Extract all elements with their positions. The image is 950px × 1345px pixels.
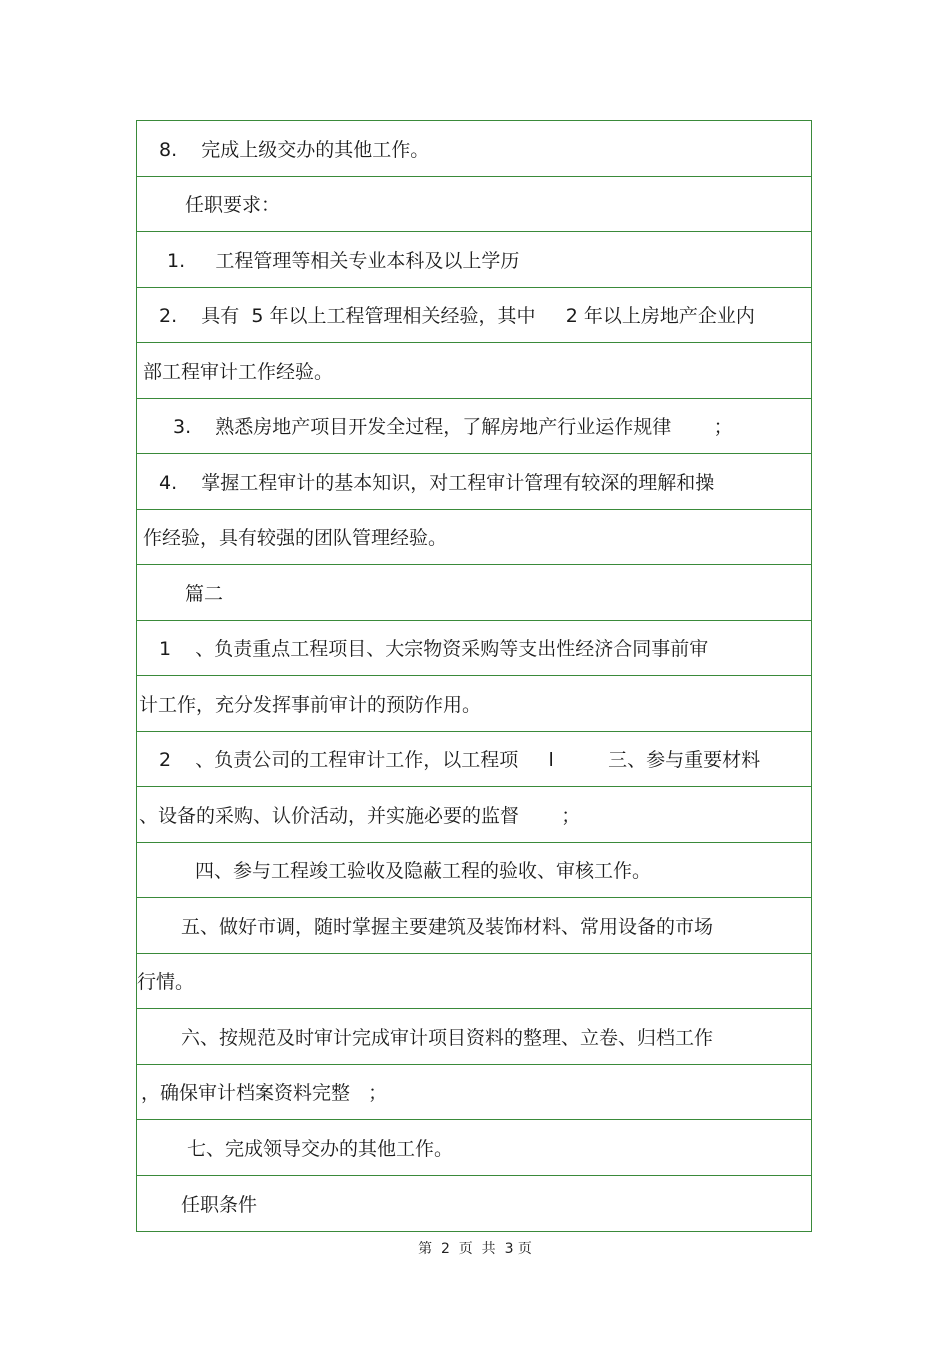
table-row: 六、按规范及时审计完成审计项目资料的整理、立卷、归档工作 — [137, 1009, 811, 1065]
table-row: 1. 工程管理等相关专业本科及以上学历 — [137, 232, 811, 288]
table-row: 五、做好市调，随时掌握主要建筑及装饰材料、常用设备的市场 — [137, 898, 811, 954]
table-row: 七、完成领导交办的其他工作。 — [137, 1120, 811, 1176]
table-row: 部工程审计工作经验。 — [137, 343, 811, 399]
table-row: 、设备的采购、认价活动，并实施必要的监督 ； — [137, 787, 811, 843]
table-row: 8. 完成上级交办的其他工作。 — [137, 121, 811, 177]
document-table — [136, 120, 812, 1232]
table-row: 1 、负责重点工程项目、大宗物资采购等支出性经济合同事前审 — [137, 621, 811, 677]
section-heading: 篇二 — [137, 565, 811, 621]
table-row: 2 、负责公司的工程审计工作，以工程项 l 三、参与重要材料 — [137, 732, 811, 788]
table-row: ，确保审计档案资料完整 ； — [137, 1065, 811, 1121]
section-heading: 任职条件 — [181, 1193, 258, 1216]
table-row: 计工作，充分发挥事前审计的预防作用。 — [137, 676, 811, 732]
page-number-footer: 第 2 页 共 3 页 — [418, 1241, 532, 1257]
table-row: 4. 掌握工程审计的基本知识，对工程审计管理有较深的理解和操 — [137, 454, 811, 510]
table-row: 3. 熟悉房地产项目开发全过程，了解房地产行业运作规律 ； — [137, 399, 811, 455]
table-row: 行情。 — [137, 954, 811, 1010]
table-row: 四、参与工程竣工验收及隐蔽工程的验收、审核工作。 — [137, 843, 811, 899]
table-row: 作经验，具有较强的团队管理经验。 — [137, 510, 811, 566]
table-row: 2. 具有 5 年以上工程管理相关经验，其中 2 年以上房地产企业内 — [137, 288, 811, 344]
table-row: 任职要求： — [137, 177, 811, 233]
